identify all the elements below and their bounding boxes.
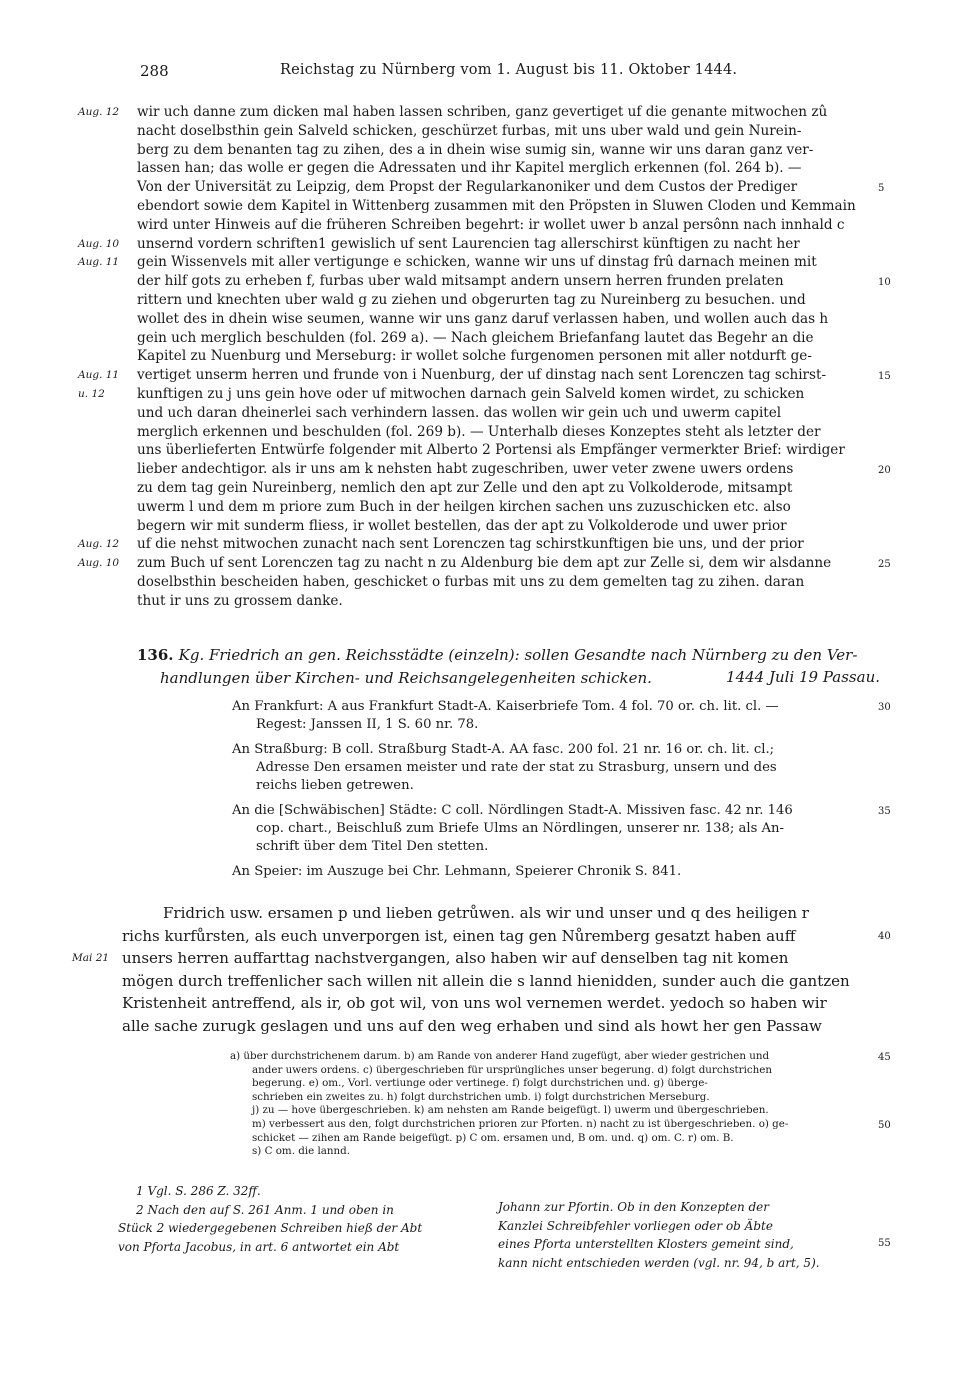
margin-date: Aug. 12: [78, 538, 120, 551]
text-line: doselbsthin bescheiden haben, geschicket o furbas mit uns zu dem gemelten tag zu zihen. daran: [137, 574, 805, 590]
text-line: uns überlieferten Entwürfe folgender mit Alberto 2 Portensi als Empfänger vermerkter Brief: wirdiger: [137, 442, 845, 459]
text-line: der hilf gots zu erheben f, furbas uber wald mitsampt andern unsern herren frunden prelaten: [137, 273, 784, 290]
document-date: 1444 Juli 19 Passau.: [726, 668, 880, 686]
text-line: Kapitel zu Nuenburg und Merseburg: ir wollet solche furgenomen personen mit aller notdurft ge-: [137, 348, 812, 365]
text-line: nacht doselbsthin gein Salveld schicken, geschürzet furbas, mit uns uber wald und gein Nurein-: [137, 122, 802, 139]
apparatus-line: schicket — zihen am Rande beigefügt. p) C om. ersamen und, B om. und. q) om. C. r) om. B.: [252, 1131, 734, 1144]
text-line: gein Wissenvels mit aller vertigunge e schicken, wanne wir uns uf dinstag frû darnach meinen mit: [137, 254, 817, 271]
document-title-line2: handlungen über Kirchen- und Reichsangelegenheiten schicken.: [160, 669, 652, 687]
margin-date: Aug. 11: [78, 369, 120, 382]
apparatus-line: a) über durchstrichenem darum. b) am Rande von anderer Hand zugefügt, aber wieder gestrichen und: [230, 1050, 770, 1062]
text-line: wollet des in dhein wise seumen, wanne wir uns ganz daruf verlassen haben, und wollen auch das h: [137, 310, 829, 327]
line-number: 10: [878, 277, 891, 289]
margin-date: Aug. 10: [78, 557, 120, 570]
footnote-left-line: Stück 2 wiedergegebenen Schreiben hieß der Abt: [118, 1221, 423, 1235]
text-line: uwerm l und dem m priore zum Buch in der heilgen kirchen sachen uns zuzuschicken etc. also: [137, 498, 791, 515]
footnote-right-line: Kanzlei Schreibfehler vorliegen oder ob Äbte: [498, 1218, 773, 1233]
line-number: 20: [878, 465, 891, 477]
apparatus-line: s) C om. die lannd.: [252, 1145, 351, 1158]
document-number: 136.: [137, 646, 174, 664]
source-line-cont: Regest: Janssen II, 1 S. 60 nr. 78.: [256, 717, 479, 732]
text-line: rittern und knechten uber wald g zu ziehen und obgerurten tag zu Nureinberg zu besuchen. und: [137, 292, 806, 308]
text-line: unsernd vordern schriften1 gewislich uf sent Laurencien tag allerschirst künftigen zu nacht her: [137, 235, 800, 252]
margin-date: Aug. 10: [78, 237, 120, 250]
letter-line: Fridrich usw. ersamen p und lieben getrůwen. als wir und unser und q des heiligen r: [163, 904, 809, 922]
margin-date: Mai 21: [72, 952, 110, 964]
text-line: lieber andechtigor. als ir uns am k nehsten habt zugeschriben, uwer veter zwene uwers ordens: [137, 461, 794, 478]
text-line: thut ir uns zu grossem danke.: [137, 592, 343, 609]
letter-line: mögen durch treffenlicher sach willen nit allein die s lannd hienidden, sunder auch die gantzen: [122, 971, 850, 990]
apparatus-line: begerung. e) om., Vorl. vertiunge oder vertinege. f) folgt durchstrichen und. g) überge-: [252, 1077, 708, 1090]
apparatus-line: schrieben ein zweites zu. h) folgt durchstrichen umb. i) folgt durchstrichen Merseburg.: [252, 1090, 710, 1103]
line-number: 55: [878, 1238, 891, 1249]
line-number: 45: [878, 1052, 891, 1063]
text-line: gein uch merglich beschulden (fol. 269 a). — Nach gleichem Briefanfang lautet das Begehr an die: [137, 329, 814, 346]
margin-date: u. 12: [78, 388, 105, 400]
text-line: Von der Universität zu Leipzig, dem Propst der Regularkanoniker und dem Custos der Prediger: [137, 179, 798, 196]
source-line: An Speier: im Auszuge bei Chr. Lehmann, Speierer Chronik S. 841.: [232, 864, 682, 879]
text-line: kunftigen zu j uns gein hove oder uf mitwochen darnach gein Salveld komen wirdet, zu schicken: [137, 386, 805, 402]
page-number: 288: [140, 62, 169, 80]
margin-date: Aug. 12: [78, 106, 120, 118]
text-line: berg zu dem benanten tag zu zihen, des a in dhein wise sumig sin, wanne wir uns daran ganz ver-: [137, 141, 814, 158]
document-title-line1: Kg. Friedrich an gen. Reichsstädte (einzeln): sollen Gesandte nach Nürnberg zu den Ver-: [178, 646, 858, 664]
document-heading: [137, 645, 879, 664]
text-line: merglich erkennen und beschulden (fol. 269 b). — Unterhalb dieses Konzeptes steht als letzter der: [137, 423, 821, 440]
letter-line: Kristenheit antreffend, als ir, ob got wil, von uns wol vernemen werdet. yedoch so haben wir: [122, 994, 827, 1012]
footnote-left-line: 2 Nach den auf S. 261 Anm. 1 und oben in: [136, 1202, 394, 1217]
letter-line: richs kurfůrsten, als euch unverporgen ist, einen tag gen Nůremberg gesatzt haben auff: [122, 926, 796, 945]
source-line-cont: Adresse Den ersamen meister und rate der stat zu Strasburg, unsern und des: [256, 760, 777, 775]
margin-date: Aug. 11: [78, 256, 120, 269]
text-line: wird unter Hinweis auf die früheren Schreiben begehrt: ir wollet uwer b anzal persônn nach innhald c: [137, 216, 845, 233]
text-line: zu dem tag gein Nureinberg, nemlich den apt zur Zelle und den apt zu Volkolderode, mitsampt: [137, 480, 793, 496]
apparatus-line: j) zu — hove übergeschrieben. k) am nehsten am Rande beigefügt. l) uwerm und übergeschrieben.: [252, 1104, 769, 1117]
line-number: 15: [878, 371, 891, 383]
text-line: begern wir mit sunderm fliess, ir wollet bestellen, das der apt zu Volkolderode und uwer prior: [137, 517, 787, 534]
text-line: zum Buch uf sent Lorenczen tag zu nacht n zu Aldenburg bie dem apt zur Zelle si, dem wir alsdanne: [137, 555, 832, 572]
source-line: An Frankfurt: A aus Frankfurt Stadt-A. Kaiserbriefe Tom. 4 fol. 70 or. ch. lit. cl. —: [232, 699, 779, 714]
text-line: uf die nehst mitwochen zunacht nach sent Lorenczen tag schirstkunftigen bie uns, und der prior: [137, 536, 804, 553]
footnote-right-line: kann nicht entschieden werden (vgl. nr. 94, b art, 5).: [498, 1255, 820, 1270]
text-line: ebendort sowie dem Kapitel in Wittenberg zusammen mit den Pröpsten in Sluwen Cloden und Kemmain: [137, 198, 856, 214]
line-number: 25: [878, 559, 891, 571]
text-line: lassen han; das wolle er gegen die Adressaten und ihr Kapitel merglich erkennen (fol. 264 b). —: [137, 160, 802, 177]
letter-line: unsers herren auffarttag nachstvergangen, also haben wir auf denselben tag nit komen: [122, 949, 789, 967]
line-number: 40: [878, 930, 891, 942]
source-line: An Straßburg: B coll. Straßburg Stadt-A. AA fasc. 200 fol. 21 nr. 16 or. ch. lit. cl.;: [232, 742, 775, 757]
footnote-left-line: 1 Vgl. S. 286 Z. 32ff.: [136, 1184, 261, 1198]
line-number: 50: [878, 1120, 891, 1131]
text-line: vertiget unserm herren und frunde von i Nuenburg, der uf dinstag nach sent Lorenczen tag schirst-: [137, 367, 827, 384]
apparatus-line: ander uwers ordens. c) übergeschrieben für ursprüngliches unser begerung. d) folgt durchstrichen: [252, 1063, 773, 1076]
letter-line: alle sache zurugk geslagen und uns auf den weg erhaben und sind als howt her gen Passaw: [122, 1016, 822, 1035]
line-number: 5: [878, 183, 885, 195]
text-line: wir uch danne zum dicken mal haben lassen schriben, ganz gevertiget uf die genante mitwochen zû: [137, 104, 828, 120]
line-number: 35: [878, 806, 891, 817]
source-line-cont: cop. chart., Beischluß zum Briefe Ulms an Nördlingen, unserer nr. 138; als An-: [256, 821, 785, 836]
line-number: 30: [878, 702, 891, 713]
running-title: Reichstag zu Nürnberg vom 1. August bis 11. Oktober 1444.: [280, 62, 738, 78]
running-header: [140, 62, 880, 86]
footnote-left-line: von Pforta Jacobus, in art. 6 antwortet ein Abt: [118, 1239, 400, 1254]
apparatus-line: m) verbessert aus den, folgt durchstrichen prioren zur Pforten. n) nacht zu ist übergeschrieben. o) ge-: [252, 1118, 789, 1130]
document-heading-line2: [160, 668, 880, 687]
footnote-right-line: Johann zur Pfortin. Ob in den Konzepten der: [498, 1200, 770, 1214]
text-line: und uch daran dheinerlei sach verhindern lassen. das wollen wir gein uch und uwerm capitel: [137, 404, 782, 421]
source-line: An die [Schwäbischen] Städte: C coll. Nördlingen Stadt-A. Missiven fasc. 42 nr. 146: [232, 803, 793, 818]
footnote-right-line: eines Pforta unterstellten Klosters gemeint sind,: [498, 1237, 794, 1251]
source-line-cont: reichs lieben getrewen.: [256, 778, 414, 793]
source-line-cont: schrift über dem Titel Den stetten.: [256, 839, 489, 854]
